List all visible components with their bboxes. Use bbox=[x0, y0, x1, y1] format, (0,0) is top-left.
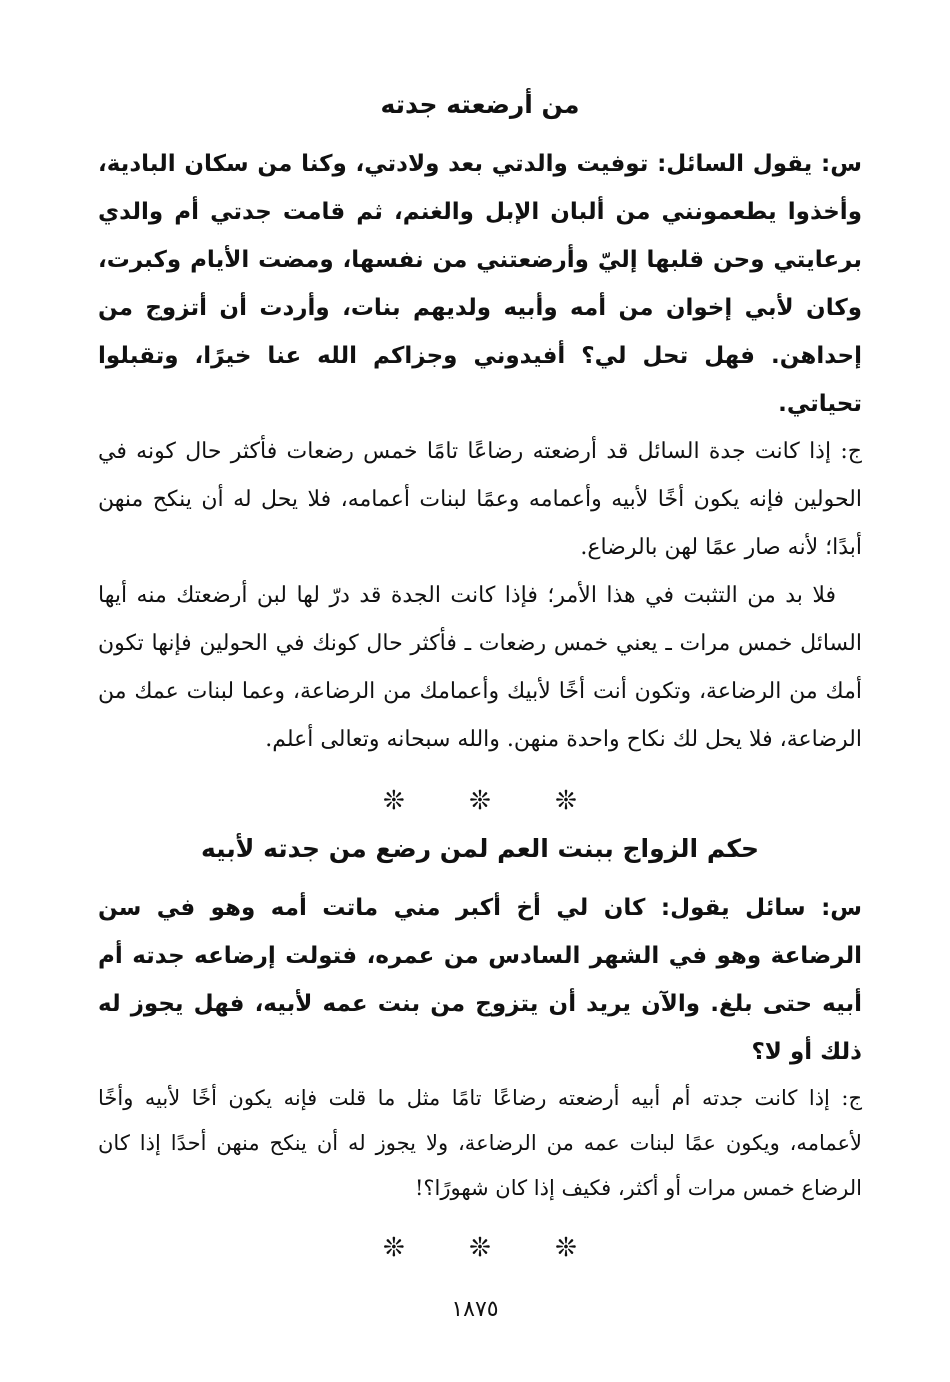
page-number: ١٨٧٥ bbox=[451, 1297, 499, 1322]
section-separator-2 bbox=[98, 1233, 862, 1263]
page-content bbox=[98, 72, 862, 1277]
answer-1-paragraph-2: فلا بد من التثبت في هذا الأمر؛ فإذا كانت الجدة قد درّ لها لبن أرضعتك منه أيها السائل خمس مرات ـ يعني خمس رضعات ـ فأكثر حال كونك في الحولين فإنها تكون أمك من الرضاعة، وتكون أنت أخًا لأبيك وأعمامك من الرضاعة، وعما لبنات عمك من الرضاعة، فلا يحل لك نكاح واحدة منهن. والله سبحانه وتعالى أعلم. bbox=[98, 583, 862, 752]
section-separator-1 bbox=[98, 786, 862, 816]
asterisk-icon: ❊ bbox=[555, 1233, 577, 1263]
section-title-2: حكم الزواج ببنت العم لمن رضع من جدته لأبيه bbox=[201, 834, 759, 863]
answer-1-paragraph-1: ج: إذا كانت جدة السائل قد أرضعته رضاعًا تامًا خمس رضعات فأكثر حال كونه في الحولين فإنه يكون أخًا لأبيه وأعمامه وعمًا لبنات أعمامه، فلا يحل له أن ينكح منهن أبدًا؛ لأنه صار عمًا لهن بالرضاع. bbox=[98, 439, 862, 560]
question-1: س: يقول السائل: توفيت والدتي بعد ولادتي، وكنا من سكان البادية، وأخذوا يطعمونني من ألبان الإبل والغنم، ثم قامت جدتي أم والدي برعايتي وحن قلبها إليّ وأرضعتني من نفسها، ومضت الأيام وكبرت، وكان لأبي إخوان من أمه وأبيه ولديهم بنات، وأردت أن أتزوج من إحداهن. فهل تحل لي؟ أفيدوني وجزاكم الله عنا خيرًا، وتقبلوا تحياتي. bbox=[98, 151, 862, 417]
asterisk-icon: ❊ bbox=[469, 786, 491, 816]
asterisk-icon: ❊ bbox=[383, 1233, 405, 1263]
section-title-1: من أرضعته جدته bbox=[380, 90, 580, 119]
asterisk-icon: ❊ bbox=[469, 1233, 491, 1263]
asterisk-icon: ❊ bbox=[555, 786, 577, 816]
asterisk-icon: ❊ bbox=[383, 786, 405, 816]
question-2: س: سائل يقول: كان لي أخ أكبر مني ماتت أمه وهو في سن الرضاعة وهو في الشهر السادس من عمره، فتولت إرضاعه جدته أم أبيه حتى بلغ. والآن يريد أن يتزوج من بنت عمه لأبيه، فهل يجوز له ذلك أو لا؟ bbox=[98, 895, 862, 1065]
answer-2: ج: إذا كانت جدته أم أبيه أرضعته رضاعًا تامًا مثل ما قلت فإنه يكون أخًا لأبيه وأخًا لأعمامه، ويكون عمًا لبنات عمه من الرضاعة، ولا يجوز له أن ينكح منهن أحدًا إذا كان الرضاع خمس مرات أو أكثر، فكيف إذا كان شهورًا؟! bbox=[98, 1086, 862, 1200]
